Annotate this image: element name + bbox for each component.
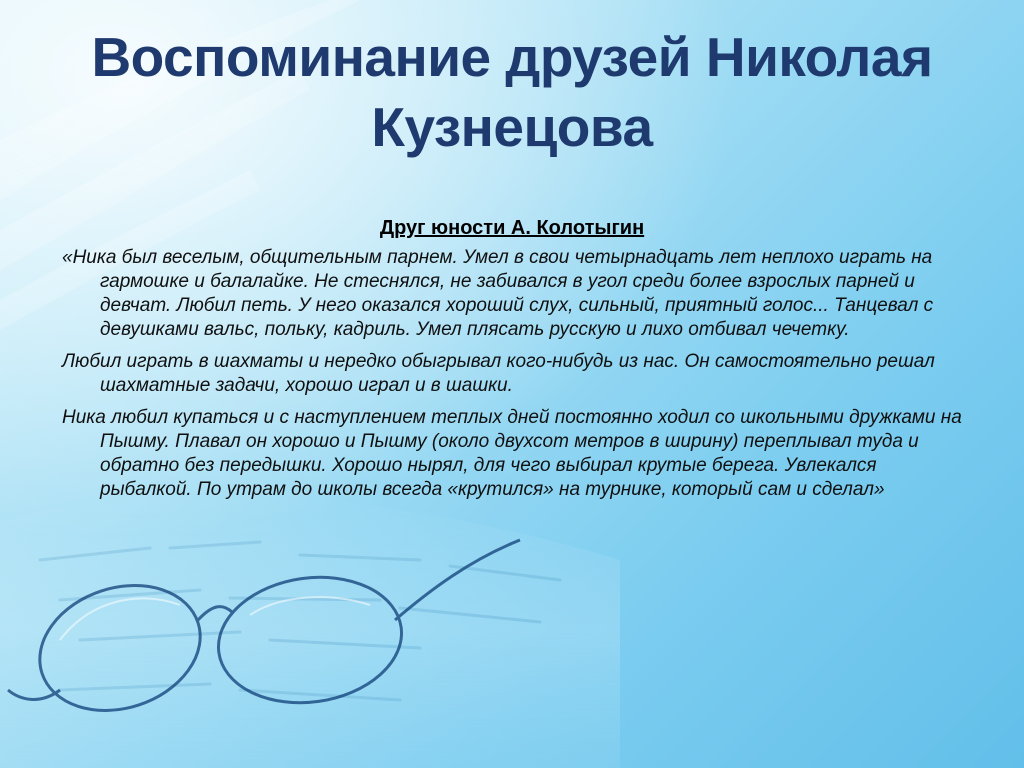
quote-paragraph-3: Ника любил купаться и с наступлением теплых дней постоянно ходил со школьными дружками на Пышму. Плавал он хорошо и Пышму (около двухсот метров в ширину) переплывал туда и обратно без передышки. Хорошо нырял, для чего выбирал крутые берега. Увлекался рыбалкой. По утрам до школы всегда «крутился» на турнике, который сам и сделал» <box>62 407 962 500</box>
quote-body <box>62 246 972 510</box>
slide-subtitle: Друг юности А. Колотыгин <box>379 217 645 239</box>
slide-title: Воспоминание друзей Николая Кузнецова <box>91 26 933 158</box>
quote-paragraph-2: Любил играть в шахматы и нередко обыгрывал кого-нибудь из нас. Он самостоятельно решал шахматные задачи, хорошо играл и в шашки. <box>62 351 935 396</box>
quote-paragraph-1: «Ника был веселым, общительным парнем. Умел в свои четырнадцать лет неплохо играть на гармошке и балалайке. Не стеснялся, не забивался в угол среди более взрослых парней и девчат. Любил петь. У него оказался хороший слух, сильный, приятный голос... Танцевал с девушками вальс, польку, кадриль. Умел плясать русскую и лихо отбивал чечетку. <box>62 247 934 340</box>
